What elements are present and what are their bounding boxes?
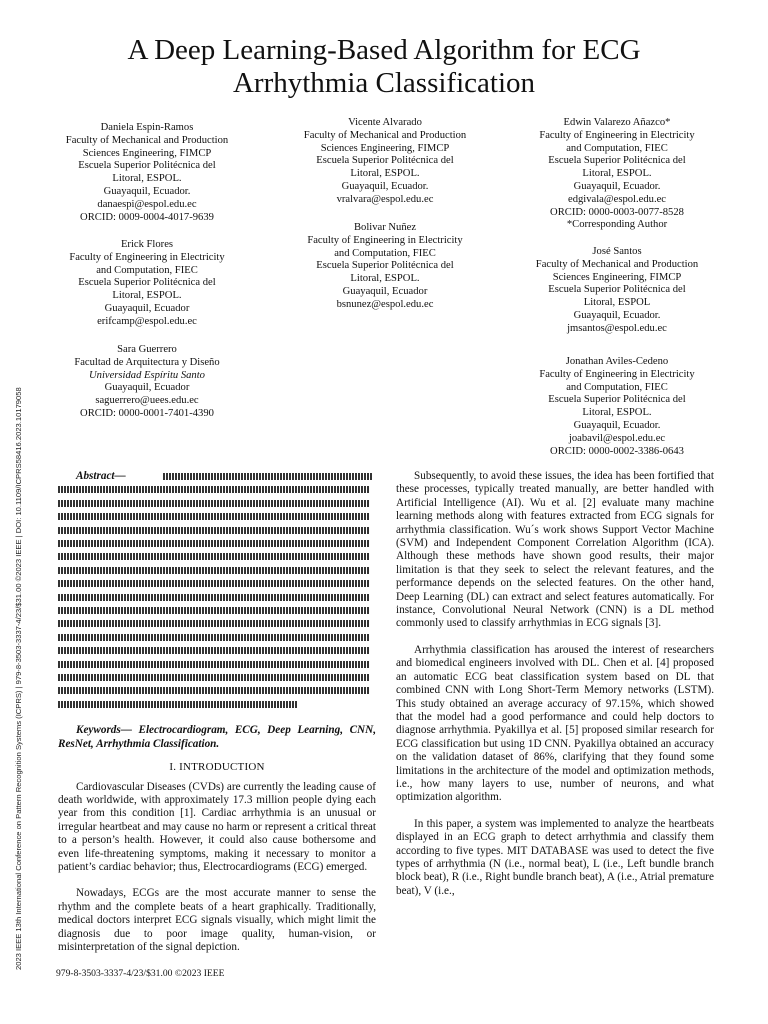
author-email: erifcamp@espol.edu.ec bbox=[97, 315, 197, 327]
section-heading-introduction: I. INTRODUCTION bbox=[169, 761, 265, 774]
author-line: Edwin Valarezo Añazco* bbox=[563, 117, 671, 128]
redacted-line bbox=[58, 580, 370, 587]
right-paragraph-3: In this paper, a system was implemented to analyze the heartbeats displayed in an ECG graph to detect arrhythmia and classify them according to five types. MIT DATABASE was used to detect the five types of arrhythmia (N (i.e., normal beat), L (i.e., Left bundle branch block beat), R (i.e., Right bundle branch beat), A (i.e., Atrial premature beat), V (i.e., bbox=[396, 817, 714, 897]
author-orcid: ORCID: 0009-0004-4017-9639 bbox=[80, 211, 214, 223]
author-line: Faculty of Engineering in Electricity bbox=[539, 368, 695, 380]
author-email: danaespi@espol.edu.ec bbox=[97, 198, 197, 210]
author-line: Guayaquil, Ecuador. bbox=[573, 309, 661, 321]
author-line: Litoral, ESPOL. bbox=[350, 273, 420, 285]
author-line: Jonathan Aviles-Cedeno bbox=[565, 356, 669, 367]
author-block-valarezo bbox=[512, 117, 722, 232]
right-column bbox=[396, 470, 714, 898]
redacted-line bbox=[58, 674, 370, 681]
author-line: Bolivar Nuñez bbox=[353, 222, 417, 233]
redacted-line bbox=[58, 687, 370, 694]
author-orcid: ORCID: 0000-0001-7401-4390 bbox=[80, 407, 214, 419]
author-line: Sciences Engineering, FIMCP bbox=[552, 271, 682, 283]
author-line: Escuela Superior Politécnica del bbox=[548, 155, 686, 167]
redacted-line bbox=[58, 500, 370, 507]
author-line: Sciences Engineering, FIMCP bbox=[320, 142, 450, 154]
author-line: Faculty of Engineering in Electricity bbox=[307, 234, 463, 246]
side-citation: 2023 IEEE 13th International Conference on Pattern Recognition Systems (ICPRS) | 979-8-3503-3337-4/23/$31.00 ©2023 IEEE | DOI: 10.1109/ICPRS58416.2023.10179058 bbox=[14, 387, 23, 970]
redacted-line bbox=[58, 513, 370, 520]
title-line-2: Arrhythmia Classification bbox=[232, 67, 536, 99]
author-orcid: ORCID: 0000-0003-0077-8528 bbox=[550, 206, 684, 218]
author-block-alvarado bbox=[280, 117, 490, 207]
redacted-line bbox=[58, 540, 370, 547]
author-line: Litoral, ESPOL. bbox=[582, 168, 652, 180]
author-block-aviles-cedeno bbox=[512, 356, 722, 458]
author-line: Faculty of Mechanical and Production bbox=[535, 258, 699, 270]
redacted-line bbox=[58, 701, 298, 708]
author-line: Facultad de Arquitectura y Diseño bbox=[74, 356, 220, 368]
author-line: Faculty of Mechanical and Production bbox=[65, 134, 229, 146]
redacted-line bbox=[58, 647, 370, 654]
author-email: jmsantos@espol.edu.ec bbox=[567, 322, 667, 334]
author-line: Escuela Superior Politécnica del bbox=[316, 260, 454, 272]
abstract bbox=[58, 470, 376, 711]
author-line: Sara Guerrero bbox=[117, 344, 177, 355]
author-line: Escuela Superior Politécnica del bbox=[316, 155, 454, 167]
author-line: Litoral, ESPOL. bbox=[350, 168, 420, 180]
redacted-line bbox=[58, 607, 370, 614]
redacted-line bbox=[58, 486, 370, 493]
redacted-line bbox=[58, 567, 370, 574]
paper-title bbox=[40, 34, 728, 100]
author-line: Escuela Superior Politécnica del bbox=[548, 394, 686, 406]
author-line: Litoral, ESPOL. bbox=[112, 173, 182, 185]
redacted-line bbox=[58, 661, 370, 668]
redacted-line bbox=[58, 594, 370, 601]
author-line: Faculty of Mechanical and Production bbox=[303, 129, 467, 141]
author-line: and Computation, FIEC bbox=[566, 381, 668, 393]
author-line: Faculty of Engineering in Electricity bbox=[539, 129, 695, 141]
right-paragraph-1: Subsequently, to avoid these issues, the idea has been fortified that these processes, typically treated manually, are better handled with Artificial Intelligence (AI). Wu et al. [2] evaluate many machine learning methods along with features extracted from ECG signals for arrhythmia classification. Wu´s work shows Support Vector Machine (SVM) and Independent Component Correlation Algorithm (ICA). Although these methods have shown good results, their major limitation is that they seek to select the relevant features, and the performance depends on the selected features. On the other hand, Deep Learning (DL) can extract and select features automatically. For instance, Convolutional Neural Network (CNN) is a DL method commonly used to classify arrhythmias in ECG signals [3]. bbox=[396, 470, 714, 630]
author-line: Guayaquil, Ecuador. bbox=[573, 419, 661, 431]
author-line: Daniela Espin-Ramos bbox=[100, 122, 194, 133]
author-line: Universidad Espíritu Santo bbox=[89, 369, 205, 381]
author-line: Guayaquil, Ecuador bbox=[104, 382, 190, 394]
redacted-line bbox=[163, 473, 373, 480]
author-block-espin-ramos bbox=[42, 122, 252, 224]
author-line: and Computation, FIEC bbox=[334, 247, 436, 259]
author-email: vralvara@espol.edu.ec bbox=[336, 193, 434, 205]
redacted-line bbox=[58, 553, 370, 560]
author-block-guerrero bbox=[42, 344, 252, 421]
author-line: Escuela Superior Politécnica del bbox=[78, 277, 216, 289]
corresponding-note: *Corresponding Author bbox=[566, 219, 668, 231]
author-line: Sciences Engineering, FIMCP bbox=[82, 147, 212, 159]
author-email: bsnunez@espol.edu.ec bbox=[336, 298, 434, 310]
author-line: Litoral, ESPOL bbox=[583, 297, 651, 309]
author-line: Guayaquil, Ecuador. bbox=[103, 185, 191, 197]
author-email: edgivala@espol.edu.ec bbox=[568, 193, 666, 205]
footer-copyright: 979-8-3503-3337-4/23/$31.00 ©2023 IEEE bbox=[56, 968, 225, 979]
author-line: Vicente Alvarado bbox=[348, 117, 422, 128]
author-email: joabavil@espol.edu.ec bbox=[568, 432, 666, 444]
author-line: Escuela Superior Politécnica del bbox=[548, 284, 686, 296]
author-line: Guayaquil, Ecuador bbox=[342, 285, 428, 297]
author-line: José Santos bbox=[592, 246, 642, 257]
intro-paragraph-2: Nowadays, ECGs are the most accurate manner to sense the rhythm and the complete beats of a heart graphically. Traditionally, medical doctors interpret ECG signals visually, which might limit the diagnosis due to poor image quality, human-vision, or misinterpretation of the signal depiction. bbox=[58, 887, 376, 953]
abstract-label: Abstract— bbox=[76, 470, 126, 482]
author-block-nunez bbox=[280, 222, 490, 312]
author-line: Litoral, ESPOL. bbox=[112, 290, 182, 302]
redacted-line bbox=[58, 634, 370, 641]
title-line-1: A Deep Learning-Based Algorithm for ECG bbox=[127, 34, 641, 66]
author-block-flores bbox=[42, 239, 252, 329]
author-line: Erick Flores bbox=[120, 239, 174, 250]
right-paragraph-2: Arrhythmia classification has aroused the interest of researchers and biomedical engineers involved with DL. Chen et al. [4] proposed an automatic ECG beat classification system based on DL that combined CNN with Long Short-Term Memory networks (LSTM). This study obtained an average accuracy of 97.15%, which showed that the model had a good performance and could help doctors to diagnose arrhythmia. Pyakillya et al. [5] proposed similar research for ECG classification but using 1D CNN. Pyakillya obtained an accuracy on the validation dataset of 86%, clarifying that they found some limitations in the architecture of the model and optimization methods, i.e., how many layers to use, number of neurons, and what optimization algorithm. bbox=[396, 643, 714, 804]
keywords: Keywords— Electrocardiogram, ECG, Deep Learning, CNN, ResNet, Arrhythmia Classification. bbox=[58, 724, 376, 750]
redacted-line bbox=[58, 527, 370, 534]
author-orcid: ORCID: 0000-0002-3386-0643 bbox=[550, 445, 684, 457]
intro-paragraph-1: Cardiovascular Diseases (CVDs) are currently the leading cause of death worldwide, with approximately 17.3 million people dying each year from this condition [1]. Cardiac arrhythmia is an unusual or irregular heartbeat and may cause no harm or represent a critical threat to a person’s health. However, it could also cause bothersome and even life-threatening symptoms, making it necessary to monitor a patient’s cardiac behavior; thus, Electrocardiograms (ECG) emerged. bbox=[58, 780, 376, 873]
author-line: and Computation, FIEC bbox=[566, 142, 668, 154]
author-line: and Computation, FIEC bbox=[96, 264, 198, 276]
author-line: Guayaquil, Ecuador bbox=[104, 302, 190, 314]
author-line: Escuela Superior Politécnica del bbox=[78, 160, 216, 172]
author-email: saguerrero@uees.edu.ec bbox=[95, 395, 199, 407]
author-line: Guayaquil, Ecuador. bbox=[573, 180, 661, 192]
author-line: Litoral, ESPOL. bbox=[582, 407, 652, 419]
author-line: Guayaquil, Ecuador. bbox=[341, 180, 429, 192]
author-line: Faculty of Engineering in Electricity bbox=[69, 251, 225, 263]
author-block-santos bbox=[512, 246, 722, 336]
redacted-line bbox=[58, 620, 370, 627]
left-column bbox=[58, 470, 376, 954]
